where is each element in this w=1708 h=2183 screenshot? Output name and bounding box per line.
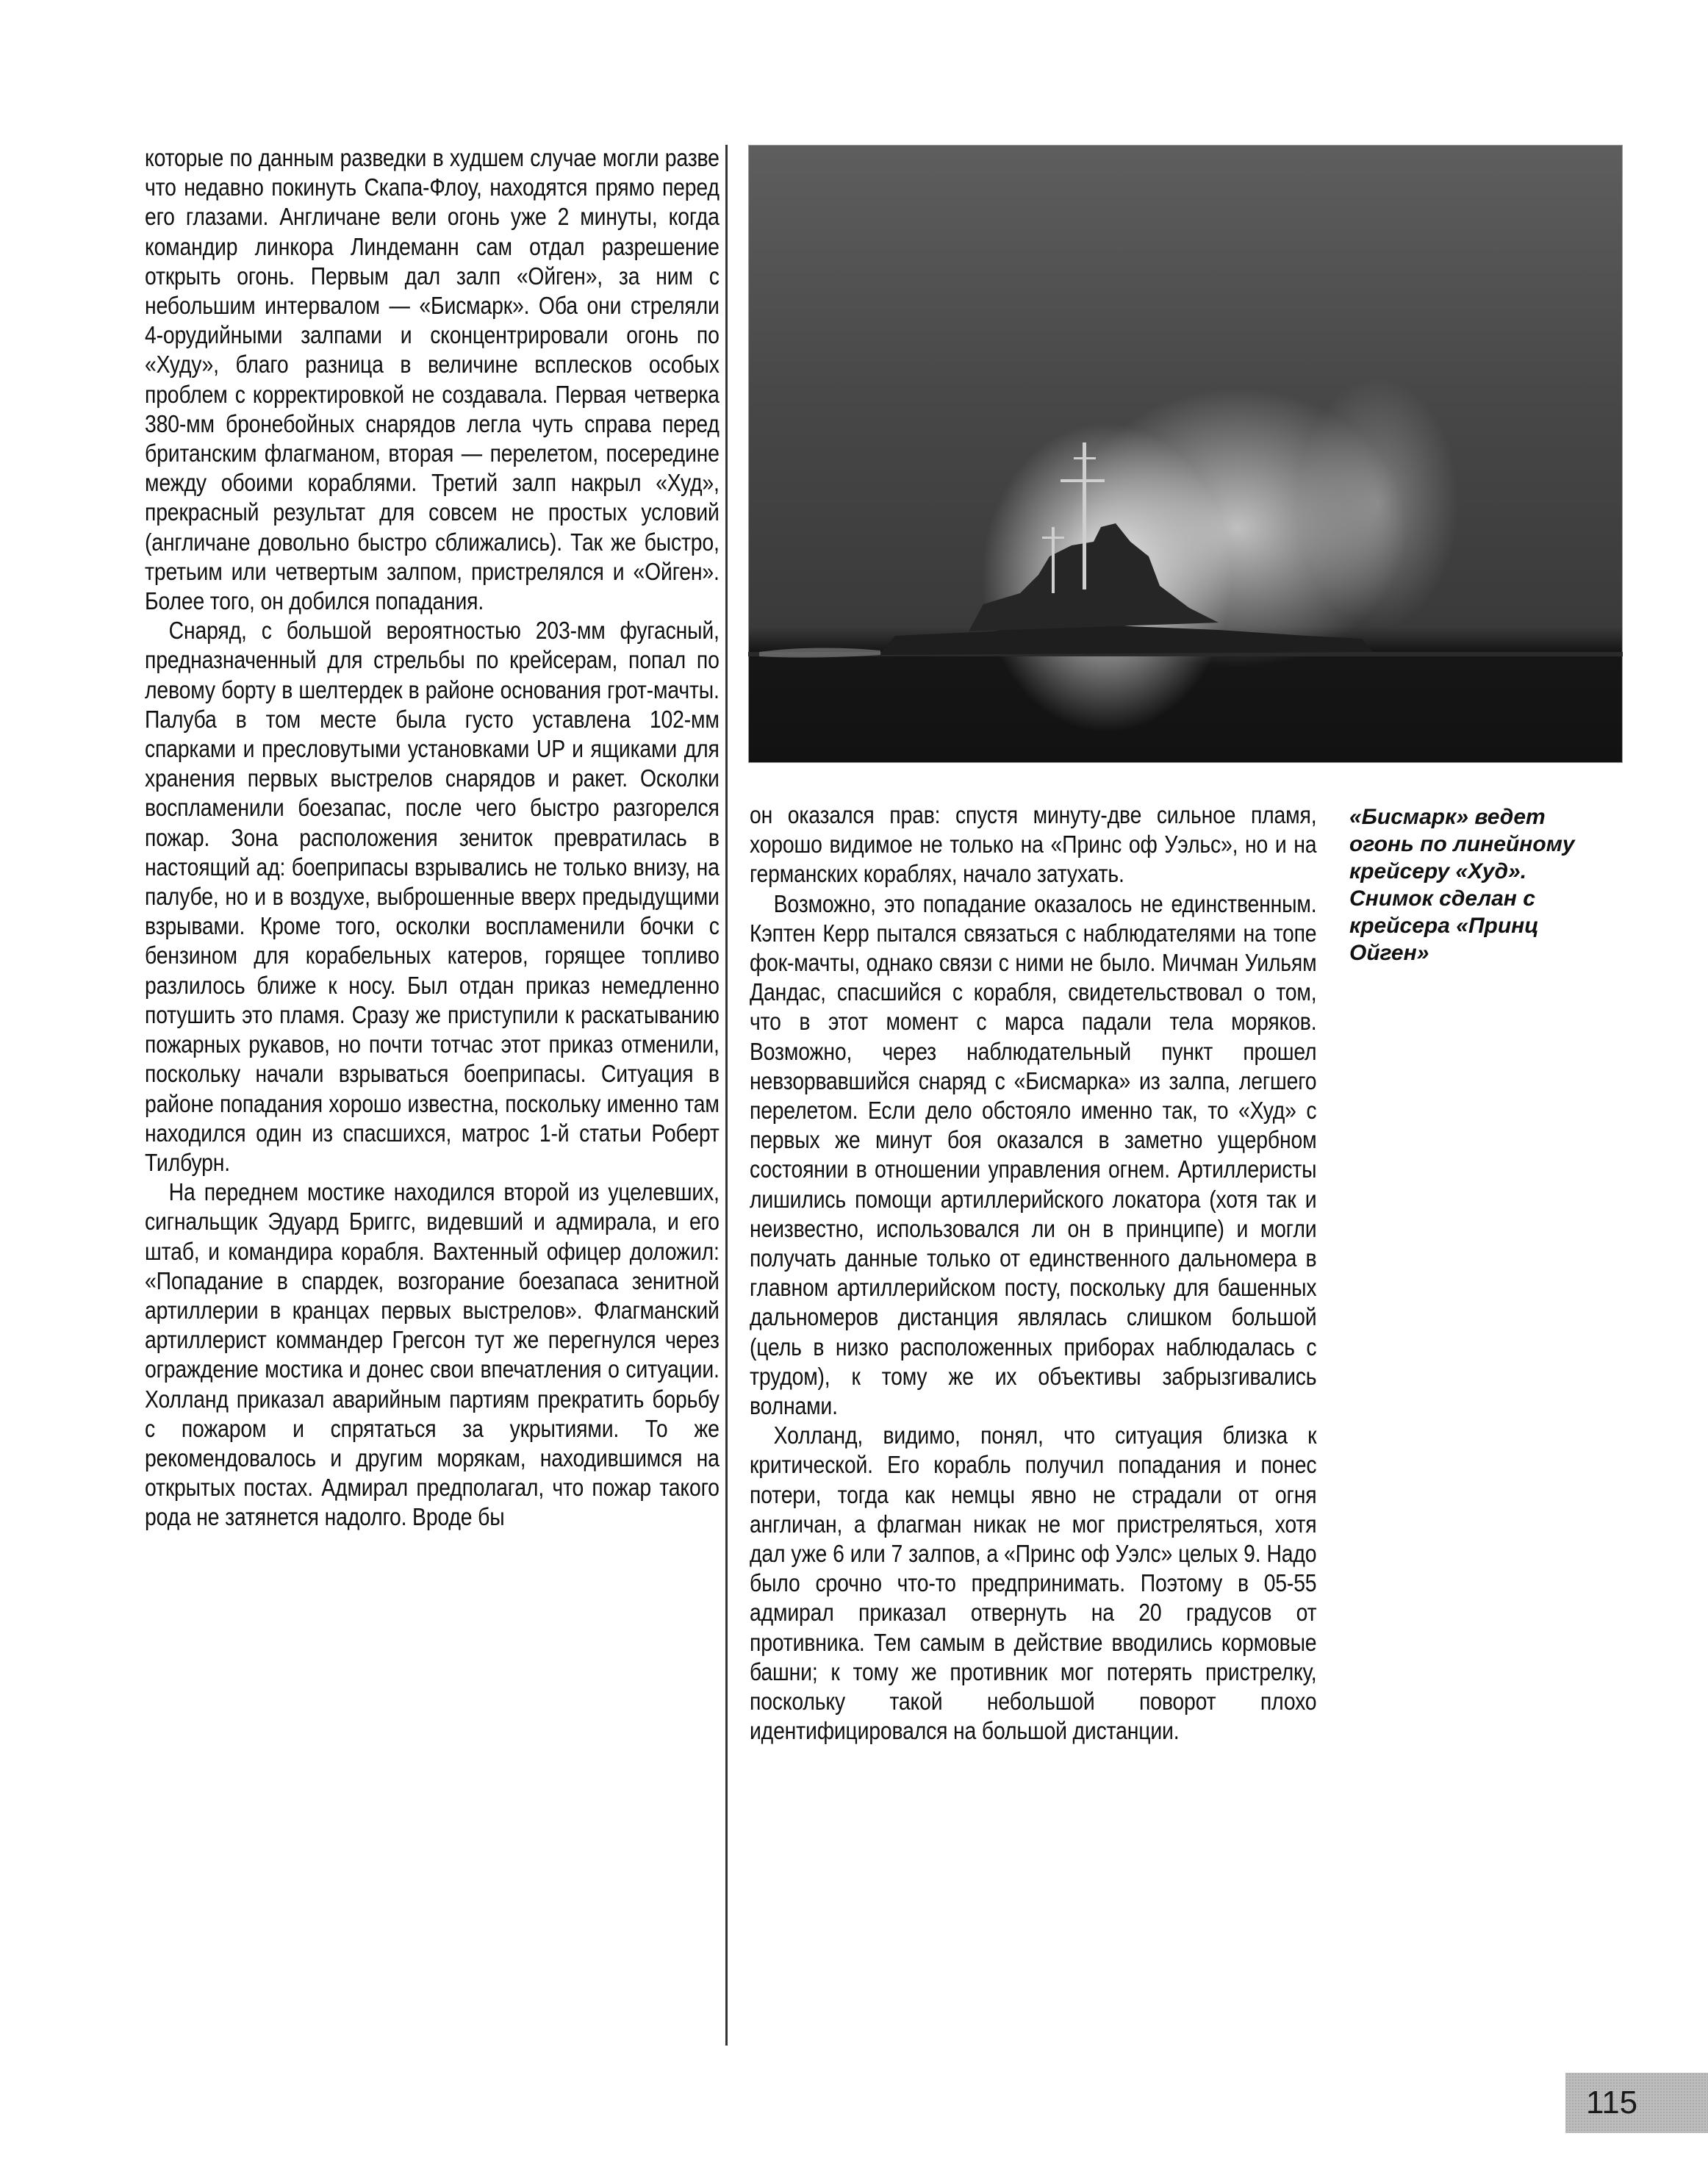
caption-line: крейсеру «Худ». xyxy=(1349,859,1527,883)
paragraph: он оказался прав: спустя минуту-две сильное пламя, хорошо видимое не только на «Принс оф Уэльс», но и на германских кораблях, начало затухать. xyxy=(750,801,1317,888)
page-number-box xyxy=(1565,2073,1708,2133)
column-divider xyxy=(725,145,728,2046)
caption-line: Ойген» xyxy=(1349,941,1429,965)
ship-silhouette-icon xyxy=(748,145,1623,763)
caption-line: крейсера «Принц xyxy=(1349,914,1539,938)
battleship-photo xyxy=(748,145,1623,763)
middle-text-column xyxy=(750,800,1316,1746)
caption-line: огонь по линейному xyxy=(1349,832,1575,856)
paragraph: которые по данным разведки в худшем случае могли разве что недавно покинуть Скапа-Флоу, находятся прямо перед его глазами. Англичане вели огонь уже 2 минуты, когда командир линкора Линдеманн сам отдал разрешение открыть огонь. Первым дал залп «Ойген», за ним с небольшим интервалом — «Бисмарк». Оба они стреляли 4-орудийными залпами и сконцентрировали огонь по «Худу», благо разница в величине всплесков особых проблем с корректировкой не создавала. Первая четверка 380-мм бронебойных снарядов легла чуть справа перед британским флагманом, вторая — перелетом, посередине между обоими кораблями. Третий залп накрыл «Худ», прекрасный результат для совсем не простых условий (англичане довольно быстро сближались). Так же быстро, третьим или четвертым залпом, пристрелялся и «Ойген». Более того, он добился попадания. xyxy=(145,144,720,615)
caption-line: «Бисмарк» ведет xyxy=(1349,805,1546,829)
paragraph: Снаряд, с большой вероятностью 203-мм фугасный, предназначенный для стрельбы по крейсерам, попал по левому борту в шелтердек в районе основания грот-мачты. Палуба в том месте была густо уставлена 102-мм спарками и пресловутыми установками UP и ящиками для хранения первых выстрелов снарядов и ракет. Осколки воспламенили боезапас, после чего быстро разгорелся пожар. Зона расположения зениток превратилась в настоящий ад: боеприпасы взрывались не только внизу, на палубе, но и в воздухе, выброшенные вверх предыдущими взрывами. Кроме того, осколки воспламенили бочки с бензином для корабельных катеров, горящее топливо разлилось ближе к носу. Был отдан приказ немедленно потушить это пламя. Сразу же приступили к раскатыванию пожарных рукавов, но почти тотчас этот приказ отменили, поскольку начали взрываться боеприпасы. Ситуация в районе попадания хорошо известна, поскольку именно там находился один из спасшихся, матрос 1-й статьи Роберт Тилбурн. xyxy=(145,617,720,1176)
paragraph: Холланд, видимо, понял, что ситуация близка к критической. Его корабль получил попадания и понес потери, тогда как немцы явно не страдали от огня англичан, а флагман никак не мог пристреляться, хотя дал уже 6 или 7 залпов, а «Принс оф Уэлс» целых 9. Надо было срочно что-то предпринимать. Поэтому в 05-55 адмирал приказал отвернуть на 20 градусов от противника. Тем самым в действие вводились кормовые башни; к тому же противник мог потерять пристрелку, поскольку такой небольшой поворот плохо идентифицировался на большой дистанции. xyxy=(750,1422,1317,1745)
photo-caption xyxy=(1349,803,1658,967)
left-text-column xyxy=(145,143,720,1533)
paragraph: На переднем мостике находился второй из уцелевших, сигнальщик Эдуард Бриггс, видевший и адмирала, и его штаб, и командира корабля. Вахтенный офицер доложил: «Попадание в спардек, возгорание боезапаса зенитной артиллерии в кранцах первых выстрелов». Флагманский артиллерист коммандер Грегсон тут же перегнулся через ограждение мостика и донес свои впечатления о ситуации. Холланд приказал аварийным партиям прекратить борьбу с пожаром и спрятаться за укрытиями. То же рекомендовалось и другим морякам, находившимся на открытых постах. Адмирал предполагал, что пожар такого рода не затянется надолго. Вроде бы xyxy=(145,1178,720,1531)
paragraph: Возможно, это попадание оказалось не единственным. Кэптен Керр пытался связаться с наблюдателями на топе фок-мачты, однако связи с ними не было. Мичман Уильям Дандас, спасшийся с корабля, свидетельствовал о том, что в этот момент с марса падали тела моряков. Возможно, через наблюдательный пункт прошел невзорвавшийся снаряд с «Бисмарка» из залпа, легшего перелетом. Если дело обстояло именно так, то «Худ» с первых же минут боя оказался в заметно ущербном состоянии в отношении управления огнем. Артиллеристы лишились помощи артиллерийского локатора (хотя так и неизвестно, использовался ли он в принципе) и могли получать данные только от единственного дальномера в главном артиллерийском посту, поскольку для башенных дальномеров дистанция являлась слишком большой (цель в низко расположенных приборах наблюдалась с трудом), к тому же их объективы забрызгивались волнами. xyxy=(750,889,1317,1420)
caption-line: Снимок сделан с xyxy=(1349,886,1535,911)
page-number: 115 xyxy=(1586,2085,1638,2121)
